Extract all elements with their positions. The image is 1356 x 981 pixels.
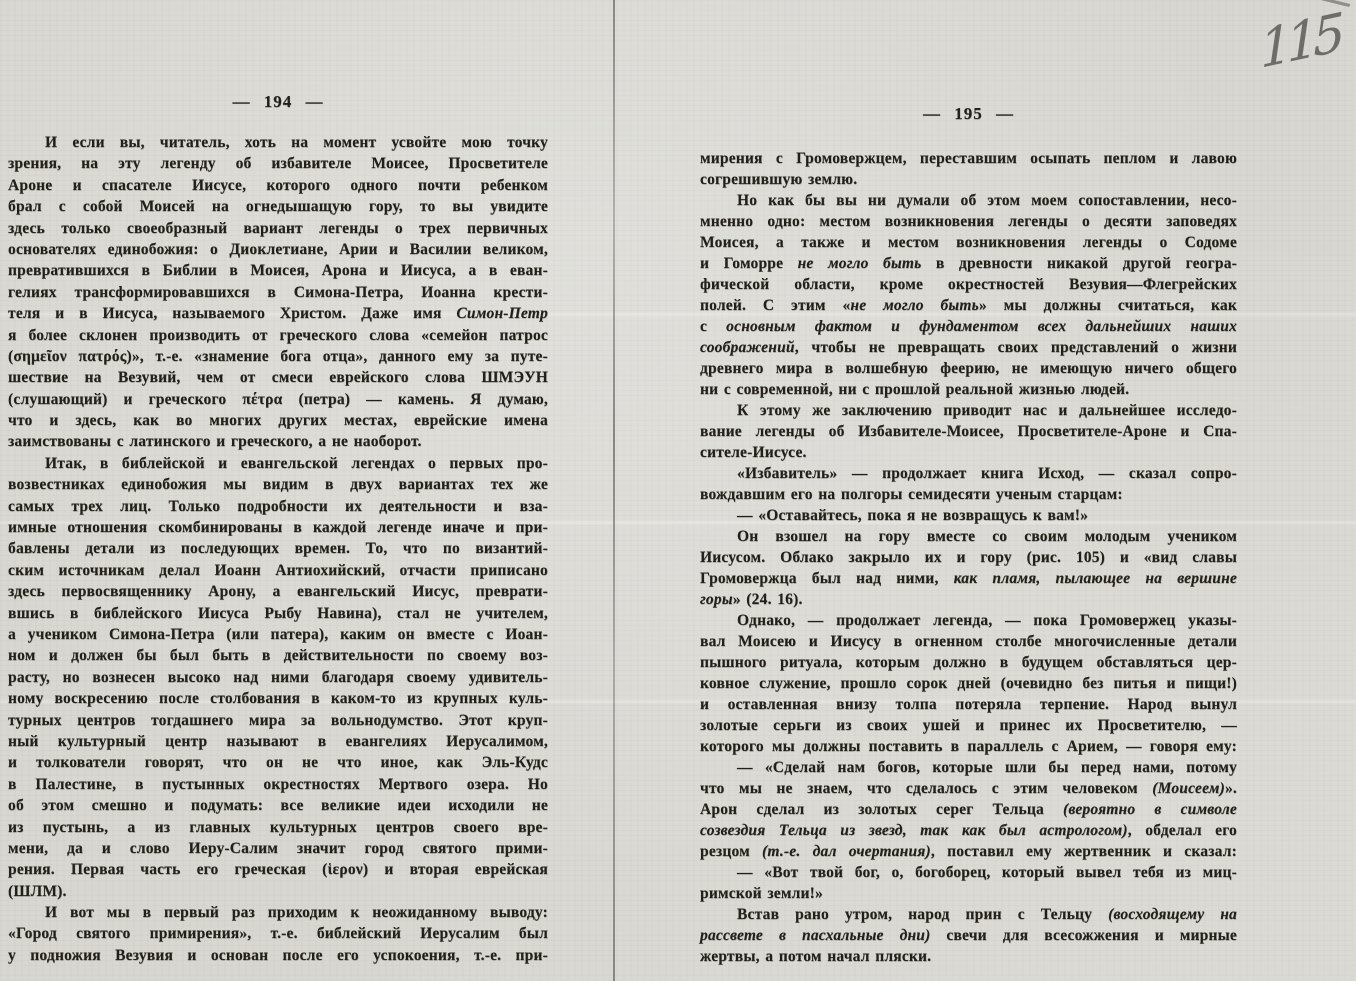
text-line: здесь первосвященнику Арону, а евангельский Иисус, преврати- [8, 583, 548, 601]
paragraph [700, 610, 1237, 757]
paragraph [700, 526, 1237, 610]
text-line: мирения с Громовержцем, переставшим осыпать пеплом и лавою [700, 150, 1237, 167]
text-line: из пустынь, а из главных культурных центров своего вре- [8, 818, 548, 836]
text-line: а учеником Симона-Петра (или патера), каким он вместе с Иоан- [8, 625, 548, 643]
paragraph [700, 505, 1237, 526]
text-line: фической области, кроме окрестностей Везувия—Флегрейских [700, 276, 1237, 293]
text-line: сителе-Иисусе. [700, 444, 807, 461]
paragraph [700, 400, 1237, 463]
paragraph [700, 148, 1237, 190]
text-line: ни с современной, ни с прошлой реальной жизнью людей. [700, 381, 1130, 398]
text-line: (σημεῖον πατρός)», т.-е. «знамение бога отца», данного ему за путе- [8, 347, 548, 365]
text-line: самых трех лиц. Только подробности их деятельности и вза- [8, 497, 548, 515]
text-line: вшись в библейского Иисуса Рыбу Навина), стал не учителем, [8, 604, 548, 622]
text-line: жертвы, а потом начал пляски. [700, 948, 932, 965]
text-line: древнего мира в волшебную феерию, не имеющую ничего общего [700, 360, 1237, 377]
text-line: созвездия Тельца из звезд, так как был астрологом), обделал его [700, 822, 1238, 839]
text-line: (ШЛМ). [8, 882, 67, 900]
text-line: и оставленная внизу толпа потеряла терпение. Народ вынул [700, 696, 1237, 713]
paragraph [700, 757, 1237, 862]
page-number-header: — 195 — [923, 104, 1014, 123]
text-line: К этому же заключению приводит нас и дальнейшее исследо- [737, 402, 1237, 419]
text-line: турных центров тогдашнего мира за вольнодумство. Этот круп- [8, 711, 548, 729]
text-block [700, 148, 1237, 967]
text-line: И если вы, читатель, хоть на момент усвойте мою точку [45, 134, 548, 151]
handwritten-page-note: 115 [1258, 3, 1341, 81]
text-line: рения. Первая часть его греческая (ἱερον) и вторая еврейская [8, 861, 548, 879]
text-line: я более склонен производить от греческого слова «семейон патрос [8, 326, 548, 344]
text-line: расту, но вознесен высоко над ними благодаря своему удивитель- [8, 668, 548, 686]
text-line: шествие на Везувий, чем от смеси еврейского слова ШМЭУН [8, 369, 548, 387]
text-line: римской земли!» [700, 885, 823, 902]
text-line: (слушающий) и греческого πέτρα (петра) — камень. Я думаю, [8, 390, 548, 408]
text-line: вождавшим его на полгоры семидесяти ученым старцам: [700, 486, 1123, 503]
text-line: Встав рано утром, народ прин с Тельцу (восходящему на [737, 906, 1237, 923]
text-line: мени, да и слово Иеру-Салим значит город святого прими- [8, 839, 548, 857]
paragraph [700, 463, 1237, 505]
page-195 [700, 0, 1237, 981]
paragraph [8, 453, 548, 902]
text-line: полей. С этим «не могло быть» мы должны считаться, как [700, 297, 1238, 314]
paragraph [8, 902, 548, 966]
text-line: возвестниках единобожия мы видим в двух вариантах тех же [8, 476, 548, 494]
text-line: «Город святого примирения», т.-е. библейский Иерусалим был [8, 925, 548, 943]
text-line: заимствованы с латинского и греческого, а не наоборот. [8, 433, 422, 451]
text-line: об этом смешно и подумать: все великие идеи исходили не [8, 797, 548, 815]
text-line: вание легенды об Избавителе-Моисее, Просветителе-Ароне и Спа- [700, 423, 1237, 440]
text-line: Громовержца был над ними, как пламя, пылающее на вершине [700, 570, 1237, 587]
text-line: гелиях трансформировавшихся в Симона-Петра, Иоанна крести- [8, 283, 548, 301]
text-line: бавлены детали из последующих времен. То, что по византий- [8, 540, 548, 558]
text-line: рассвете в пасхальные дни) свечи для всесожжения и мирные [700, 927, 1237, 944]
text-line: Ароне и спасателе Иисусе, которого одного почти ребенком [8, 176, 548, 194]
text-line: Иисусом. Облако закрыло их и гору (рис. 105) и «вид славы [700, 549, 1237, 566]
text-line: брал с собой Моисей на огнедышащую гору, то вы увидите [8, 198, 548, 216]
text-line: Арон сделал из золотых серег Тельца (вероятно в символе [700, 801, 1238, 818]
text-line: И вот мы в первый раз приходим к неожиданному выводу: [45, 904, 548, 922]
text-line: Итак, в библейской и евангельской легендах о первых про- [45, 454, 548, 472]
text-line: зрения, на эту легенду об избавителе Моисее, Просветителе [8, 155, 548, 173]
page-194 [8, 0, 548, 981]
text-line: и толкователи говорят, что он не что иное, как Эль-Кудс [8, 754, 548, 772]
text-line: горы» (24. 16). [700, 591, 803, 608]
text-line: превратившихся в Библии в Моисея, Арона и Иисуса, а в еван- [8, 262, 548, 280]
text-line: у подножия Везувия и основан после его успокоения, т.-е. при- [8, 946, 548, 964]
text-line: с основным фактом и фундаментом всех дальнейших наших [700, 318, 1237, 335]
text-line: ном и должен бы был быть в действительности по своему воз- [8, 647, 548, 665]
text-line: Однако, — продолжает легенда, — пока Громовержец указы- [737, 612, 1237, 629]
paragraph [700, 904, 1237, 967]
text-line: мненно одно: местом возникновения легенды о десяти заповедях [700, 213, 1237, 230]
page-gutter-fold-line [613, 0, 615, 981]
text-line: соображений, чтобы не превращать своих представлений о жизни [700, 339, 1237, 356]
text-line: и Гоморре не могло быть в древности никакой другой геогра- [700, 255, 1238, 272]
text-line: — «Оставайтесь, пока я не возвращусь к вам!» [737, 507, 1089, 524]
text-line: в Палестине, в пустынных окрестностях Мертвого озера. Но [8, 775, 548, 793]
text-line: ный культурный центр называют в евангелиях Иерусалимом, [8, 732, 548, 750]
paragraph [700, 190, 1237, 400]
text-line: пышного ритуала, которым должно в будущем обставляться цер- [700, 654, 1237, 671]
paragraph [700, 862, 1237, 904]
text-line: что мы не знаем, что сделалось с этим человеком (Моисеем)». [700, 780, 1237, 797]
text-line: которого мы должны поставить в параллель с Арием, — говоря ему: [700, 738, 1237, 755]
paragraph [8, 132, 548, 453]
text-line: Он взошел на гору вместе со своим молодым учеником [737, 528, 1237, 545]
text-line: «Избавитель» — продолжает книга Исход, — сказал сопро- [737, 465, 1237, 482]
text-line: золотые серьги из своих ушей и принес их Просветителю, — [700, 717, 1237, 734]
text-line: что и здесь, как во многих других местах, еврейские имена [8, 412, 548, 430]
text-line: Но как бы вы ни думали об этом моем сопоставлении, несо- [737, 192, 1237, 209]
text-line: здесь только своеобразный вариант легенды о трех первичных [8, 219, 548, 237]
text-line: ским источникам делал Иоанн Антиохийский, отчасти приписано [8, 561, 548, 579]
text-line: вал Моисею и Иисусу в огненном столбе многочисленные детали [700, 633, 1237, 650]
text-line: теля и в Иисуса, называемого Христом. Даже имя Симон-Петр [8, 305, 548, 323]
text-line: имные отношения скомбинированы в каждой легенде иначе и при- [8, 519, 548, 537]
text-line: Моисея, а также и местом возникновения легенды о Содоме [700, 234, 1237, 251]
text-line: согрешившую землю. [700, 171, 858, 188]
text-line: резцом (т.-е. дал очертания), поставил ему жертвенник и сказал: [700, 843, 1237, 860]
page-number-header: — 194 — [232, 92, 324, 111]
text-block [8, 132, 548, 966]
text-line: ному воскресению после столбования в каком-то из крупных куль- [8, 690, 548, 708]
text-line: ковное служение, прошло сорок дней (очевидно без питья и пищи!) [700, 675, 1237, 692]
text-line: основателях единобожия: о Диоклетиане, Арии и Василии великом, [8, 240, 548, 258]
text-line: — «Вот твой бог, о, богоборец, который вывел тебя из миц- [737, 864, 1237, 881]
text-line: — «Сделай нам богов, которые шли бы перед нами, потому [737, 759, 1237, 776]
